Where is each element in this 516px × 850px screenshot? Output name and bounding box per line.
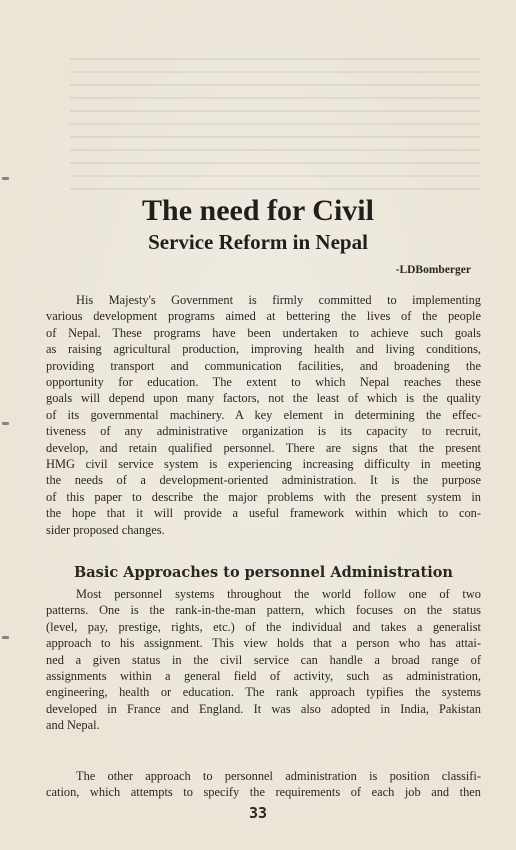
section-heading: Basic Approaches to personnel Administration (74, 564, 453, 581)
text-line: opportunity for education. The extent to which Nepal reaches these (46, 375, 481, 390)
text-line: the hope that it will provide a useful framework within which to con- (46, 506, 481, 521)
text-line: ned a given status in the civil service can handle a broad range of (46, 652, 481, 667)
text-line: various development programs aimed at bettering the lives of the people (46, 309, 481, 324)
text-line: His Majesty's Government is firmly committed to implementing (76, 293, 481, 307)
text-line: and Nepal. (46, 718, 100, 733)
paragraph-position-classification (46, 768, 481, 801)
text-line: goals will depend upon many factors, not the least of which is the quality (46, 391, 481, 406)
article-subtitle: Service Reform in Nepal (148, 230, 368, 254)
text-line: patterns. One is the rank-in-the-man pattern, which focuses on the status (46, 603, 481, 618)
text-line: the needs of a development-oriented administration. It is the purpose (46, 473, 481, 488)
text-line: of this paper to describe the major problems with the present system in (46, 489, 481, 504)
text-line: cation, which attempts to specify the requirements of each job and then (46, 785, 481, 800)
text-line: The other approach to personnel administration is position classifi- (76, 769, 481, 783)
text-line: of Nepal. These programs have been undertaken to achieve such goals (46, 325, 481, 340)
paragraph-intro (46, 292, 481, 538)
text-line: providing transport and communication facilities, and broadening the (46, 358, 481, 373)
text-line: Most personnel systems throughout the world follow one of two (76, 587, 481, 601)
page-number: 33 (248, 804, 268, 822)
bleed-through-texture (70, 58, 480, 208)
text-line: of its governmental machinery. A key element in determining the effec- (46, 407, 481, 422)
margin-mark (2, 636, 9, 639)
text-line: engineering, health or education. The rank approach typifies the systems (46, 685, 481, 700)
margin-mark (2, 422, 9, 425)
text-line: tiveness of any administrative organization is its capacity to recruit, (46, 424, 481, 439)
text-line: sider proposed changes. (46, 522, 165, 537)
text-line: approach to his assignment. This view holds that a person who has attai- (46, 636, 481, 651)
text-line: as raising agricultural production, improving health and living conditions, (46, 342, 481, 357)
article-title: The need for Civil (142, 194, 374, 227)
text-line: assignments within a general field of activity, such as administration, (46, 669, 481, 684)
text-line: developed in France and England. It was also adopted in India, Pakistan (46, 701, 481, 716)
text-line: HMG civil service system is experiencing increasing difficulty in meeting (46, 457, 481, 472)
paragraph-approaches (46, 586, 481, 734)
author-byline: -LDBomberger (395, 264, 471, 276)
text-line: (level, pay, prestige, rights, etc.) of the individual and takes a generalist (46, 619, 481, 634)
margin-mark (2, 177, 9, 180)
text-line: develop, and retain qualified personnel. There are signs that the present (46, 440, 481, 455)
